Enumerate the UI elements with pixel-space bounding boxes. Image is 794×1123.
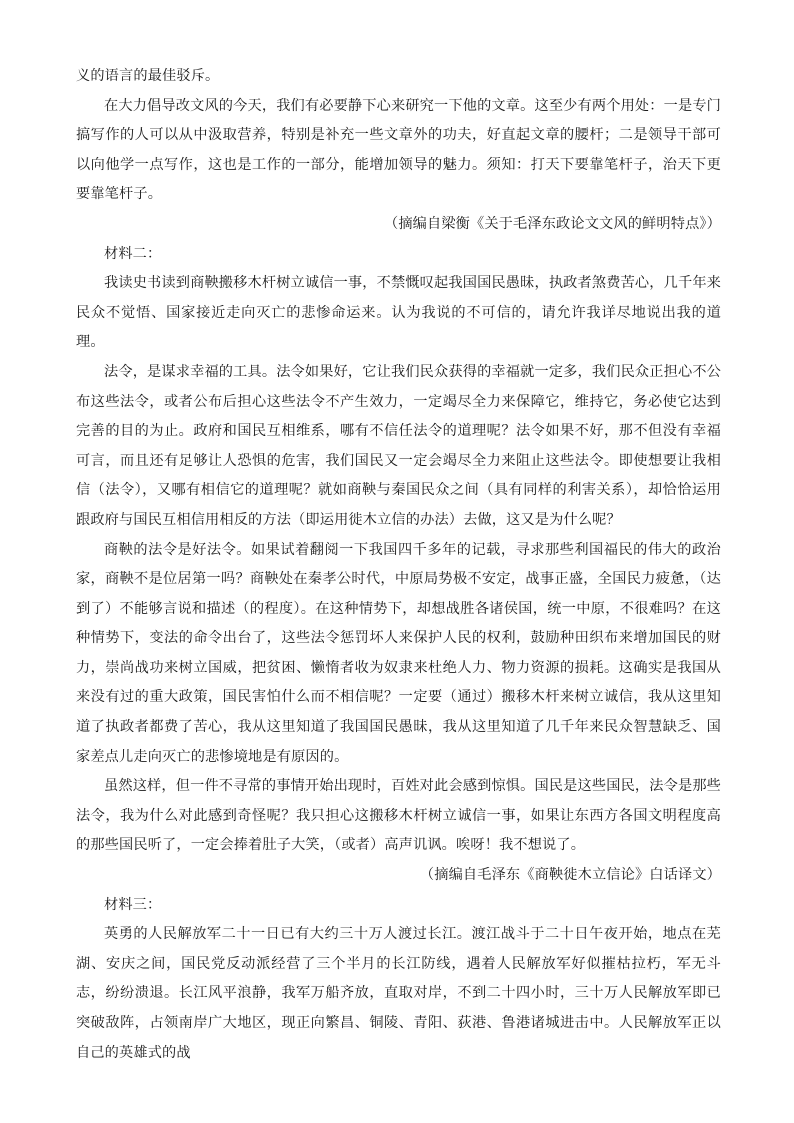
paragraph-shang-yang-law: 商鞅的法令是好法令。如果试着翻阅一下我国四千多年的记载，寻求那些利国福民的伟大的政治家，商鞅不是位居第一吗？商鞅处在秦孝公时代，中原局势极不安定，战事正盛，全国民力疲惫，（达到了）不能够言说和描述（的程度）。在这种情势下，却想战胜各诸侯国，统一中原，不很难吗？在这种情势下，变法的命令出台了，这些法令惩罚坏人来保护人民的权利，鼓励种田织布来增加国民的财力，崇尚战功来树立国威，把贫困、懒惰者收为奴隶来杜绝人力、物力资源的损耗。这确实是我国从来没有过的重大政策，国民害怕什么而不相信呢？一定要（通过）搬移木杆来树立诚信，我从这里知道了执政者都费了苦心，我从这里知道了我国国民愚昧，我从这里知道了几千年来民众智慧缺乏、国家差点儿走向灭亡的悲惨境地是有原因的。: [76, 541, 721, 765]
section-heading-material-3: 材料三：: [104, 896, 162, 913]
paragraph-river-crossing: 英勇的人民解放军二十一日已有大约三十万人渡过长江。渡江战斗于二十日午夜开始，地点在芜湖、安庆之间，国民党反动派经营了三个半月的长江防线，遇着人民解放军好似摧枯拉朽，军无斗志，纷纷溃退。长江风平浪静，我军万船齐放，直取对岸，不到二十四小时，三十万人民解放军即已突破敌阵，占领南岸广大地区，现正向繁昌、铜陵、青阳、荻港、鲁港诸城进击中。人民解放军正以自己的英雄式的战: [76, 926, 721, 1061]
paragraph-conclusion: 虽然这样，但一件不寻常的事情开始出现时，百姓对此会感到惊惧。国民是这些国民，法令是那些法令，我为什么对此感到奇怪呢？我只担心这搬移木杆树立诚信一事，如果让东西方各国文明程度高的那些国民听了，一定会捧着肚子大笑，（或者）高声讥讽。唉呀！我不想说了。: [76, 778, 721, 854]
paragraph-writing-style: 在大力倡导改文风的今天，我们有必要静下心来研究一下他的文章。这至少有两个用处：一是专门搞写作的人可以从中汲取营养，特别是补充一些文章外的功夫，好直起文章的腰杆；二是领导干部可以向他学一点写作，这也是工作的一部分，能增加领导的魅力。须知：打天下要靠笔杆子，治天下更要靠笔杆子。: [76, 97, 721, 203]
section-heading-material-2: 材料二：: [104, 245, 162, 262]
paragraph-continuation: 义的语言的最佳驳斥。: [76, 68, 220, 84]
paragraph-history-reading: 我读史书读到商鞅搬移木杆树立诚信一事，不禁慨叹起我国国民愚昧，执政者煞费苦心，几千年来民众不觉悟、国家接近走向灭亡的悲惨命运来。认为我说的不可信的，请允许我详尽地说出我的道理。: [76, 275, 721, 351]
document-page: [76, 62, 721, 1068]
source-citation-2: （摘编自毛泽东《商鞅徙木立信论》白话译文）: [419, 867, 721, 884]
paragraph-law-happiness: 法令，是谋求幸福的工具。法令如果好，它让我们民众获得的幸福就一定多，我们民众正担心不公布这些法令，或者公布后担心这些法令不产生效力，一定竭尽全力来保障它，维持它，务必使它达到完善的目的为止。政府和国民互相维系，哪有不信任法令的道理呢？法令如果不好，那不但没有幸福可言，而且还有足够让人恐惧的危害，我们国民又一定会竭尽全力来阻止这些法令。即使想要让我相信（法令），又哪有相信它的道理呢？就如商鞅与秦国民众之间（具有同样的利害关系），却恰恰运用跟政府与国民互相信用相反的方法（即运用徙木立信的办法）去做，这又是为什么呢？: [76, 363, 721, 528]
source-citation-1: （摘编自梁衡《关于毛泽东政论文文风的鲜明特点》）: [383, 215, 721, 232]
